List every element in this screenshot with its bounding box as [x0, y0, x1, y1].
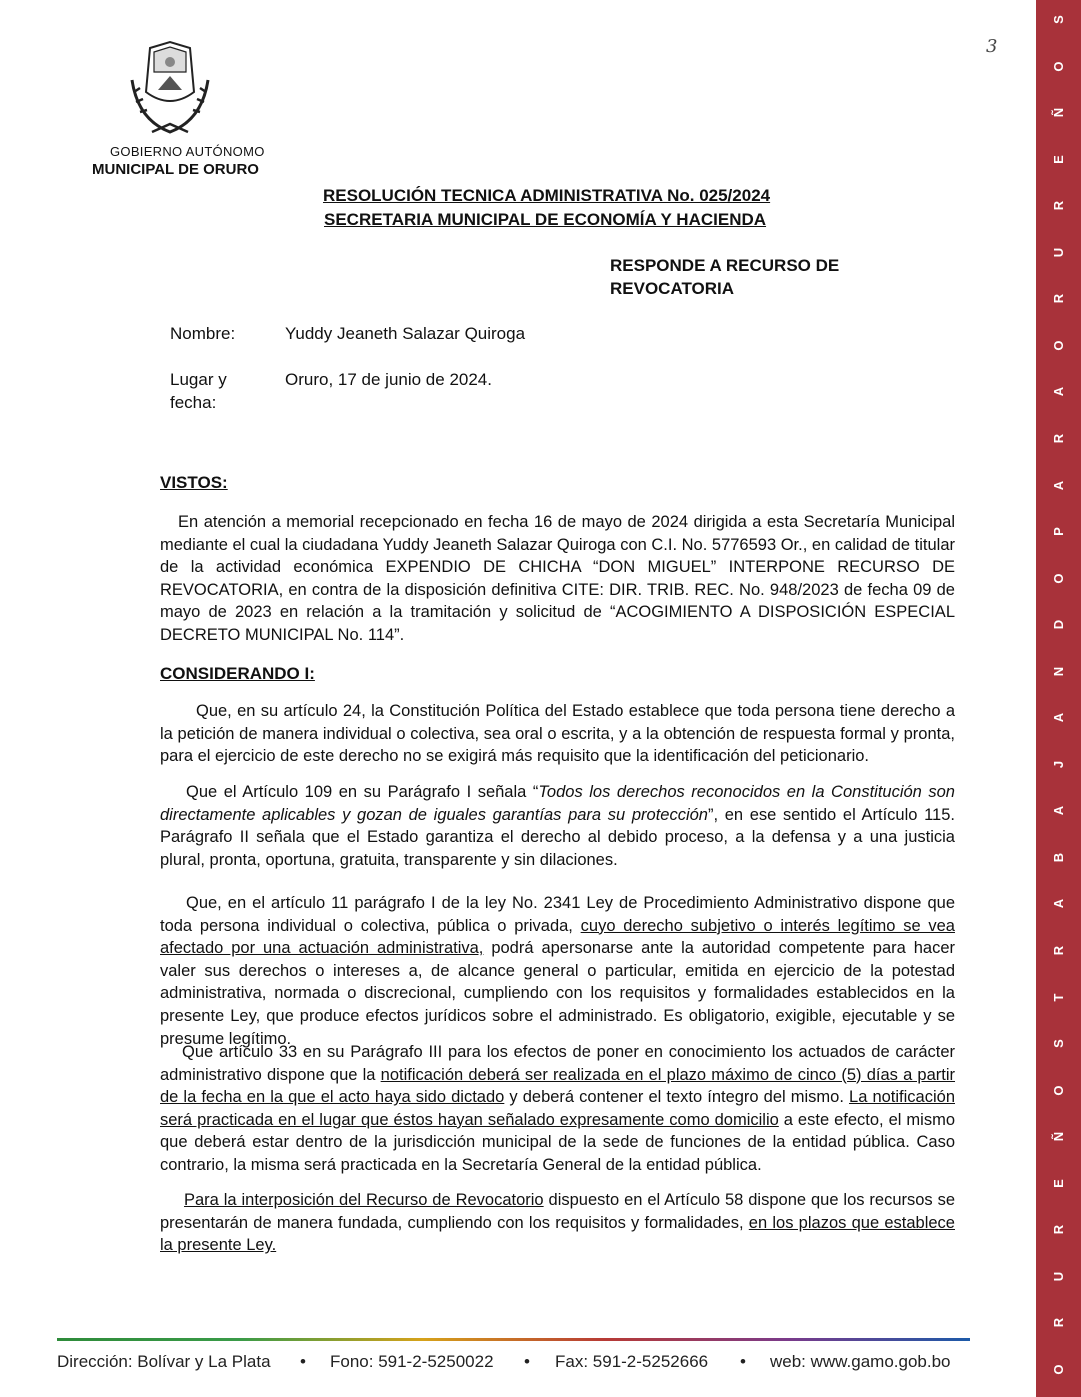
band-letter: Ñ	[1051, 1132, 1066, 1142]
band-letter: A	[1051, 806, 1066, 816]
footer-phone: Fono: 591-2-5250022	[330, 1352, 494, 1371]
paragraph-article-58	[160, 1189, 955, 1257]
p4-underlined: cuyo derecho subjetivo o interés legítimo se vea afectado por una actuación administrativa,	[160, 916, 955, 958]
band-letter: J	[1051, 760, 1066, 768]
p5-text-e: a este efecto, el mismo que deberá estar dentro de la jurisdicción municipal de la sede de funciones de la entidad pública. Caso contrario, la misma será practicada en la Secretaría General de la entidad pública.	[160, 1110, 955, 1174]
place-date-value: Oruro, 17 de junio de 2024.	[285, 370, 492, 389]
subject-line-2: REVOCATORIA	[610, 279, 735, 298]
name-label: Nombre:	[170, 324, 236, 343]
band-letter: B	[1051, 852, 1066, 863]
band-letter: O	[1051, 1364, 1066, 1375]
footer-separator: •	[524, 1352, 530, 1371]
paragraph-article-24: Que, en su artículo 24, la Constitución Política del Estado establece que toda persona tiene derecho a la petición de manera individual o colectiva, sea oral o escrita, y a la obtención de respuesta formal y pronta, para el ejercicio de este derecho no se exigirá más requisito que la identificación del peticionario.	[160, 702, 955, 766]
footer-divider	[57, 1338, 970, 1341]
name-value: Yuddy Jeaneth Salazar Quiroga	[285, 324, 526, 343]
p6-underlined-1: Para la interposición del Recurso de Revocatorio	[184, 1191, 544, 1209]
resolution-title: RESOLUCIÓN TECNICA ADMINISTRATIVA No. 025/2024	[323, 186, 771, 205]
page-number: 3	[986, 36, 998, 57]
p3-quote: Todos los derechos reconocidos en la Constitución son directamente aplicables y gozan de iguales garantías para su protección	[160, 783, 955, 824]
place-label-2: fecha:	[170, 393, 217, 412]
band-letter: A	[1051, 387, 1066, 397]
p6-text-b: dispuesto en el Artículo 58 dispone que los recursos se presentarán de manera fundada, cumpliendo con los requisitos y formalidades,	[160, 1191, 955, 1232]
footer-separator: •	[740, 1352, 746, 1371]
paragraph-article-33	[160, 1041, 955, 1177]
footer-address: Dirección: Bolívar y La Plata	[57, 1352, 271, 1371]
band-letter: U	[1051, 1271, 1066, 1282]
subject-line-1: RESPONDE A RECURSO DE	[610, 256, 840, 275]
section-vistos: VISTOS:	[160, 473, 228, 492]
band-letter: R	[1051, 294, 1066, 304]
footer-fax: Fax: 591-2-5252666	[555, 1352, 709, 1371]
band-letter: T	[1051, 993, 1066, 1002]
band-letter: U	[1051, 247, 1066, 257]
band-letter: S	[1051, 15, 1066, 24]
band-letter: O	[1051, 340, 1066, 351]
p3-text-a: Que el Artículo 109 en su Parágrafo I señala “	[186, 783, 539, 801]
secretariat-title: SECRETARIA MUNICIPAL DE ECONOMÍA Y HACIENDA	[324, 210, 767, 229]
paragraph-article-11	[160, 892, 955, 1050]
municipal-emblem-logo	[120, 40, 220, 140]
band-letter: O	[1051, 573, 1066, 584]
band-letter: A	[1051, 899, 1066, 909]
place-label-1: Lugar y	[170, 370, 227, 389]
band-letter: A	[1051, 713, 1066, 723]
band-letter: R	[1051, 433, 1066, 444]
logo-line-2: MUNICIPAL DE ORURO	[92, 161, 259, 178]
section-considerando: CONSIDERANDO I:	[160, 664, 315, 683]
band-letter: R	[1051, 1225, 1066, 1235]
band-letter: E	[1051, 1178, 1066, 1188]
footer-web: web: www.gamo.gob.bo	[770, 1352, 951, 1371]
band-letter: R	[1051, 201, 1066, 211]
band-letter: S	[1051, 1039, 1066, 1048]
band-letter: P	[1051, 527, 1066, 536]
p4-text-a: Que, en el artículo 11 parágrafo I de la ley No. 2341 Ley de Procedimiento Administrativo dispone que toda persona individual o colectiva, pública o privada,	[160, 894, 955, 935]
band-letter: D	[1051, 619, 1066, 630]
p4-text-c: podrá apersonarse ante la autoridad competente para hacer valer sus derechos o intereses a, de alcance general o particular, emitida en ejercicio de la potestad administrativa, normada o discrecional, cumpliendo con los requisitos y formalidades establecidos en la presente Ley, que produce efectos jurídicos sobre el administrado. Es obligatorio, exigible, ejecutable y se presume legítimo.	[160, 939, 955, 1048]
logo-line-1: GOBIERNO AUTÓNOMO	[110, 144, 265, 159]
band-letter: E	[1051, 154, 1066, 164]
band-letter: A	[1051, 480, 1066, 490]
side-band	[1036, 0, 1081, 1397]
band-letter: N	[1051, 666, 1066, 676]
paragraph-article-109	[160, 781, 955, 871]
p6-underlined-2: en los plazos que establece la presente Ley.	[160, 1213, 955, 1255]
p3-text-c: ”, en ese sentido el Artículo 115. Parágrafo II señala que el Estado garantiza el derecho al debido proceso, a la defensa y a una justicia plural, pronta, oportuna, gratuita, transparente y sin dilaciones.	[160, 805, 955, 869]
p5-text-a: Que artículo 33 en su Parágrafo III para los efectos de poner en conocimiento los actuados de carácter administrativo dispone que la	[160, 1043, 955, 1084]
p5-text-c: y deberá contener el texto íntegro del mismo.	[504, 1088, 850, 1107]
band-letter: R	[1051, 1318, 1066, 1328]
band-letter: R	[1051, 945, 1066, 956]
band-letter: O	[1051, 1085, 1066, 1096]
p5-underlined-2: La notificación será practicada en el lugar que éstos hayan señalado expresamente como domicilio	[160, 1088, 955, 1129]
band-letter: Ñ	[1051, 107, 1066, 118]
footer-separator: •	[300, 1352, 306, 1371]
paragraph-vistos: En atención a memorial recepcionado en fecha 16 de mayo de 2024 dirigida a esta Secretaría Municipal mediante el cual la ciudadana Yuddy Jeaneth Salazar Quiroga con C.I. No. 5776593 Or., en calidad de titular de la actividad económica EXPENDIO DE CHICHA “DON MIGUEL” INTERPONE RECURSO DE REVOCATORIA, en contra de la disposición definitiva CITE: DIR. TRIB. REC. No. 948/2023 de fecha 09 de mayo de 2023 en relación a la tramitación y solicitud de “ACOGIMIENTO A DISPOSICIÓN ESPECIAL DECRETO MUNICIPAL No. 114”.	[160, 513, 955, 644]
p5-underlined-1: notificación deberá ser realizada en el plazo máximo de cinco (5) días a partir de la fecha en la que el acto haya sido dictado	[160, 1065, 956, 1107]
band-letter: O	[1051, 60, 1066, 72]
